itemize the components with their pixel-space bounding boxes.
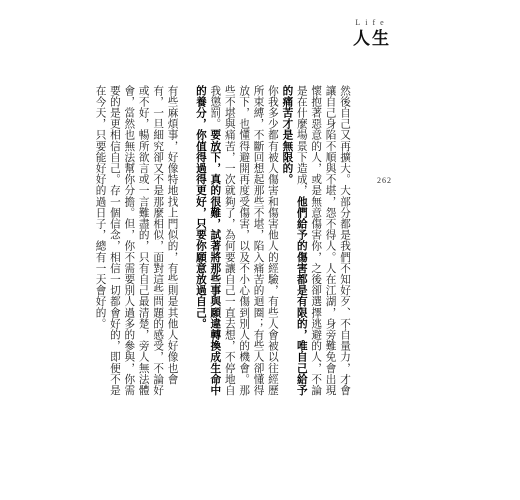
- body-text: [52, 85, 352, 405]
- header-english: Life: [355, 18, 389, 27]
- paragraph-1: [280, 85, 352, 405]
- paragraph-2-emphasis: 要放下，真的很難，試著將那些事與願違轉換成生命中的養分，你值得過得更好，只要你願意放過自己。: [194, 85, 222, 396]
- paragraph-2-text: 你我多少都有被人傷害和傷害他人的經驗，有些人會被以往經歷所束縛，不斷回想起那些不堪，陷入痛苦的迴圈；有些人卻懂得放下，也懂得避開再度受傷害，以及不小心傷到別人的機會。那些不堪與痛苦，一次就夠了，為何要讓自己一直去想，不停地自我懲罰。: [209, 85, 279, 396]
- page-number: 262: [377, 176, 392, 185]
- paragraph-3: [93, 85, 179, 405]
- paragraph-1-text: 然後自己又再擴大。大部分都是我們不知好歹、不自量力，才會讓自己身陷不順與不堪，怨不得人。人在江湖，身旁難免會出現懷抱著惡意的人，或是無意傷害你，之後卻選擇逃避的人，不論是在什麼場景下造成，: [295, 85, 351, 396]
- paragraph-3-text: 有些麻煩事，好像特地找上門似的，有些則是其他人好像也會有，一旦細究卻又不是那麼相似，面對這些問題的感受，不論好或不好，暢所欲言或一言難盡的，只有自己最清楚，旁人無法體會，當然也無法幫你分擔。但，你不需要別人過多的參與，你需要的是更相信自己。存一個信念，相信一切都會好的，即便不是在今天，只要能好好的過日子，總有一天會好的。: [94, 85, 179, 396]
- running-header: [346, 18, 398, 50]
- paragraph-2: [194, 85, 280, 405]
- paragraph-1-emphasis: 他們給予的傷害都是有限的，唯自己給予的痛苦才是無限的。: [281, 85, 308, 396]
- header-chinese: 人生: [353, 29, 391, 49]
